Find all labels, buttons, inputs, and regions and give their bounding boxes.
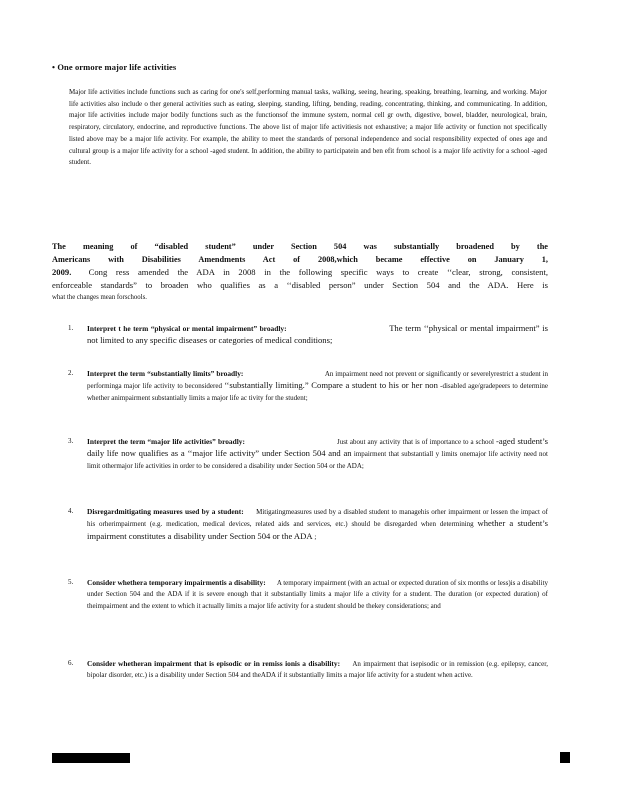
meaning-line-3 bbox=[52, 266, 548, 279]
meaning-year: 2009. bbox=[52, 267, 72, 277]
list-item-text-end: -disabled age/gradepeers to determine whether animpairment substantially limits a major life ac tivity for the student; bbox=[87, 382, 549, 402]
list-item bbox=[68, 323, 548, 348]
list-number: 3. bbox=[68, 437, 74, 445]
list-item bbox=[68, 577, 548, 612]
list-item-text-end: ; bbox=[314, 532, 317, 541]
footer-square-mark bbox=[560, 752, 570, 763]
list-item-text: The term ‘‘physical or mental impairment” is not limited to any specific diseases or categories of medical conditions; bbox=[87, 323, 549, 346]
list-item-title: Consider whethera temporary impairmentis a disability: bbox=[87, 578, 266, 587]
list-item-text-large: whether a student’s impairment constitutes a disability under Section 504 or the ADA bbox=[87, 518, 548, 541]
intro-paragraph: Major life activities include functions such as caring for one's self,performing manual tasks, walking, seeing, hearing, speaking, breathing, learning, and working. Major life activities also include o ther general activities such as eating, sleeping, standing, lifting, bending, reading, concentrating, thinking, and communicating. In addition, major life activities include major bodily functions such as the functionsof the immune system, normal cell gr owth, digestive, bowel, bladder, neurological, brain, respiratory, circulatory, endocrine, and reproductive functions. The above list of major life activitiesis not exhaustive; a major life activity or function not specifically listed above may be a major life activity. For example, the ability to meet the standards of personal independence and social responsibility expected of ones age and cultural group is a major life activity for a school -aged student. In addition, the ability to participatein and ben efit from school is a major life activity for a school -aged student. bbox=[69, 88, 547, 167]
list-item-title: Consider whetheran impairment that is episodic or in remiss ionis a disability: bbox=[87, 659, 341, 668]
footer-redaction-bar bbox=[52, 753, 130, 763]
list-item bbox=[68, 658, 548, 682]
list-number: 4. bbox=[68, 507, 74, 515]
list-item-text-end: impairment that substantiall y limits onemajor life activity need not limit othermajor life activities in order to be considered a disability under Section 504 or the ADA; bbox=[87, 450, 549, 470]
list-item bbox=[68, 368, 548, 404]
list-number: 2. bbox=[68, 369, 74, 377]
list-number: 5. bbox=[68, 578, 74, 586]
list-item-text: Mitigatingmeasures used by a disabled student to managehis orher impairment or lessen the impact of his orherimpairment (e.g. medication, medical devices, related aids and services, etc.) should be disregarded when determining bbox=[87, 508, 548, 529]
list-item-text: A temporary impairment (with an actual or expected duration of six months or less)is a disability under Section 504 and the ADA if it is severe enough that it substantially limits a major life a ctivity for a student. The duration (or expected duration) of theimpairment and the extent to which it actually limits a major life activity for a student should be thekey considerations; and bbox=[87, 579, 549, 610]
list-number: 6. bbox=[68, 659, 74, 667]
list-item-title: Interpret the term “major life activities” broadly: bbox=[87, 437, 245, 446]
list-item bbox=[68, 436, 548, 472]
list-number: 1. bbox=[68, 324, 74, 332]
bullet-icon: • bbox=[52, 62, 58, 72]
list-item-title: Disregardmitigating measures used by a student: bbox=[87, 507, 244, 516]
meaning-line-4: enforceable standards” to broaden who qualifies as a ‘‘disabled person” under Section 504 and the ADA. Here is bbox=[52, 279, 548, 290]
list-item-text-large: ‘‘substantially limiting.” Compare a student to his or her non bbox=[224, 380, 438, 391]
list-item bbox=[68, 506, 548, 543]
list-item-text: An impairment that isepisodic or in remission (e.g. epilepsy, cancer, bipolar disorder, etc.) is a disability under Section 504 and theADA if it substantially limits a major life activity for a student when active. bbox=[87, 660, 548, 680]
meaning-section bbox=[52, 241, 548, 305]
meaning-line-2: Americans with Disabilities Amendments Act of 2008,which became effective on January 1, bbox=[52, 254, 548, 264]
list-item-title: Interpret t he term “physical or mental impairment” broadly: bbox=[87, 324, 287, 333]
list-item-text: Just about any activity that is of importance to a school bbox=[336, 438, 494, 446]
meaning-line-3-text: Cong ress amended the ADA in 2008 in the following specific ways to create ‘‘clear, strong, consistent, bbox=[88, 267, 549, 277]
list-item-text: An impairment need not prevent or significantly or severelyrestrict a student in performinga major life activity to beconsidered bbox=[87, 370, 549, 391]
meaning-line-5: what the changes mean forschools. bbox=[52, 294, 147, 301]
bullet-heading: • One ormore major life activities bbox=[52, 62, 177, 72]
meaning-line-1: The meaning of “disabled student” under Section 504 was substantially broadened by the bbox=[52, 242, 548, 251]
list-item-title: Interpret the term “substantially limits” broadly: bbox=[87, 369, 244, 378]
list-item-text-large: -aged student’s daily life now qualifies as a ‘‘major life activity” under Section 504 and an bbox=[87, 436, 549, 459]
